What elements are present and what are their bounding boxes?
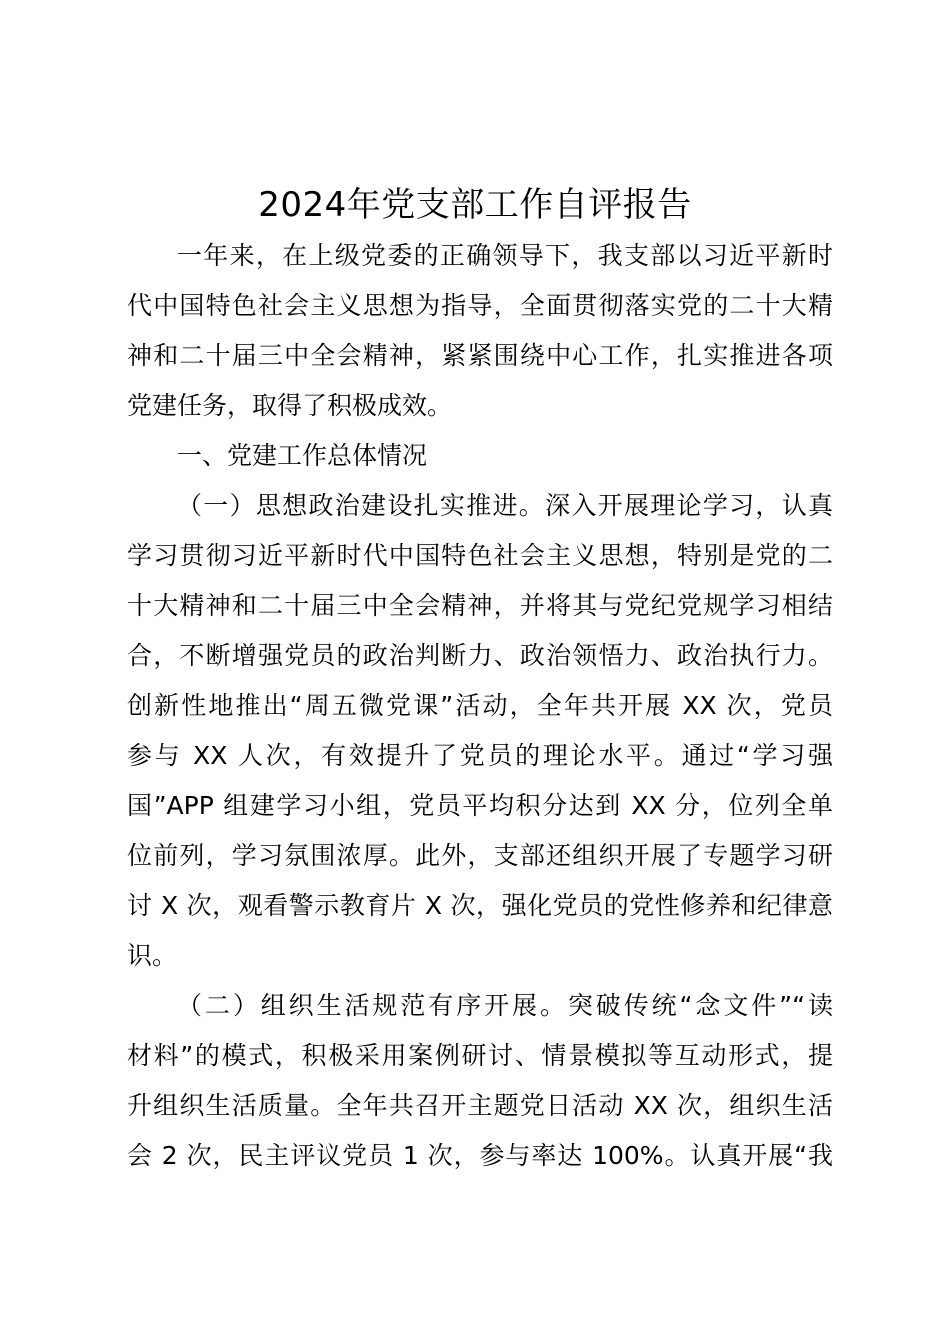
body-line: 代中国特色社会主义思想为指导，全面贯彻落实党的二十大精 [127,291,833,320]
body-line: 材料”的模式，积极采用案例研讨、情景模拟等互动形式，提 [127,1041,833,1070]
body-line: 会 2 次，民主评议党员 1 次，参与率达 100%。认真开展“我 [127,1141,833,1170]
body-line: 党建任务，取得了积极成效。 [127,391,453,420]
document-body [127,231,833,1181]
body-line: 创新性地推出“周五微党课”活动，全年共开展 XX 次，党员 [127,691,833,720]
body-line: 识。 [127,941,178,970]
body-line: 一、党建工作总体情况 [177,441,428,470]
body-line: （一）思想政治建设扎实推进。深入开展理论学习，认真 [177,491,833,520]
body-line: 十大精神和二十届三中全会精神，并将其与党纪党规学习相结 [127,591,833,620]
body-line: （二）组织生活规范有序开展。突破传统“念文件”“读 [177,991,833,1020]
document-title: 2024年党支部工作自评报告 [258,185,692,225]
body-line: 合，不断增强党员的政治判断力、政治领悟力、政治执行力。 [127,641,833,670]
body-line: 神和二十届三中全会精神，紧紧围绕中心工作，扎实推进各项 [127,341,833,370]
body-line: 升组织生活质量。全年共召开主题党日活动 XX 次，组织生活 [127,1091,833,1120]
body-line: 国”APP 组建学习小组，党员平均积分达到 XX 分，位列全单 [127,791,833,820]
body-line: 参与 XX 人次，有效提升了党员的理论水平。通过“学习强 [127,741,833,770]
body-line: 学习贯彻习近平新时代中国特色社会主义思想，特别是党的二 [127,541,833,570]
body-line: 一年来，在上级党委的正确领导下，我支部以习近平新时 [177,241,833,270]
body-line: 讨 X 次，观看警示教育片 X 次，强化党员的党性修养和纪律意 [127,891,833,920]
body-line: 位前列，学习氛围浓厚。此外，支部还组织开展了专题学习研 [127,841,833,870]
